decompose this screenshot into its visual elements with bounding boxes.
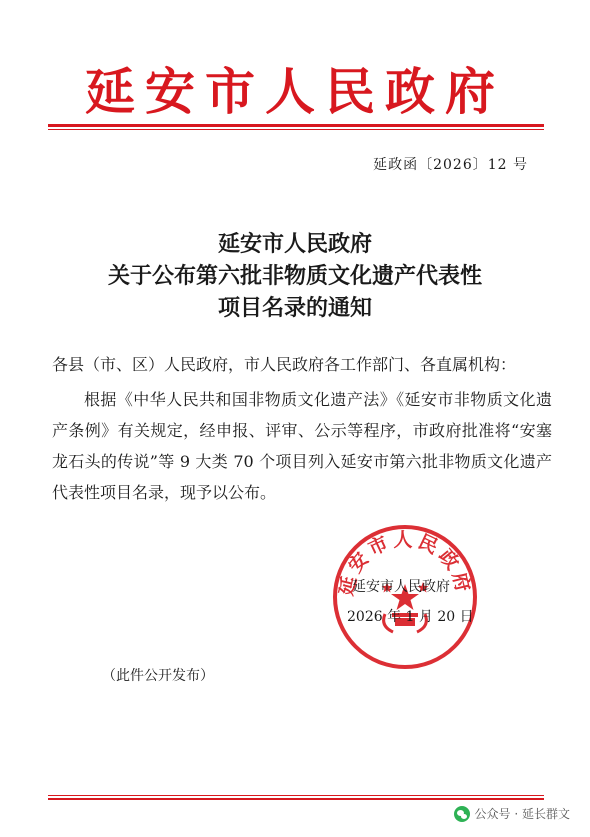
publication-note: （此件公开发布） <box>102 668 214 684</box>
header-rule-thick <box>48 124 544 127</box>
title-line-2: 关于公布第六批非物质文化遗产代表性 <box>107 263 482 289</box>
footer-rule-bottom <box>48 798 544 800</box>
issuing-authority-header: 延安市人民政府 <box>85 62 505 121</box>
watermark <box>454 805 570 822</box>
document-number: 延政函〔2026〕12 号 <box>373 157 528 173</box>
footer-rule-top <box>48 795 544 796</box>
title-line-1: 延安市人民政府 <box>217 231 372 257</box>
header-rule-thin <box>48 129 544 130</box>
watermark-text: 公众号 · 延长群文 <box>474 807 570 821</box>
body-paragraph: 根据《中华人民共和国非物质文化遗产法》《延安市非物质文化遗产条例》有关规定，经申报、评审、公示等程序，市政府批准将“安塞龙石头的传说”等 9 大类 70 个项目列入延安市第六批非物质文化遗产代表性项目名录，现予以公布。 <box>52 390 552 502</box>
wechat-icon <box>454 806 470 822</box>
salutation: 各县（市、区）人民政府，市人民政府各工作部门、各直属机构： <box>52 355 517 374</box>
title-line-3: 项目名录的通知 <box>217 295 372 321</box>
seal-text: 延安市人民政府 <box>335 528 475 598</box>
signing-authority: 延安市人民政府 <box>352 579 450 595</box>
signing-date: 2026 年 1 月 20 日 <box>347 609 474 625</box>
